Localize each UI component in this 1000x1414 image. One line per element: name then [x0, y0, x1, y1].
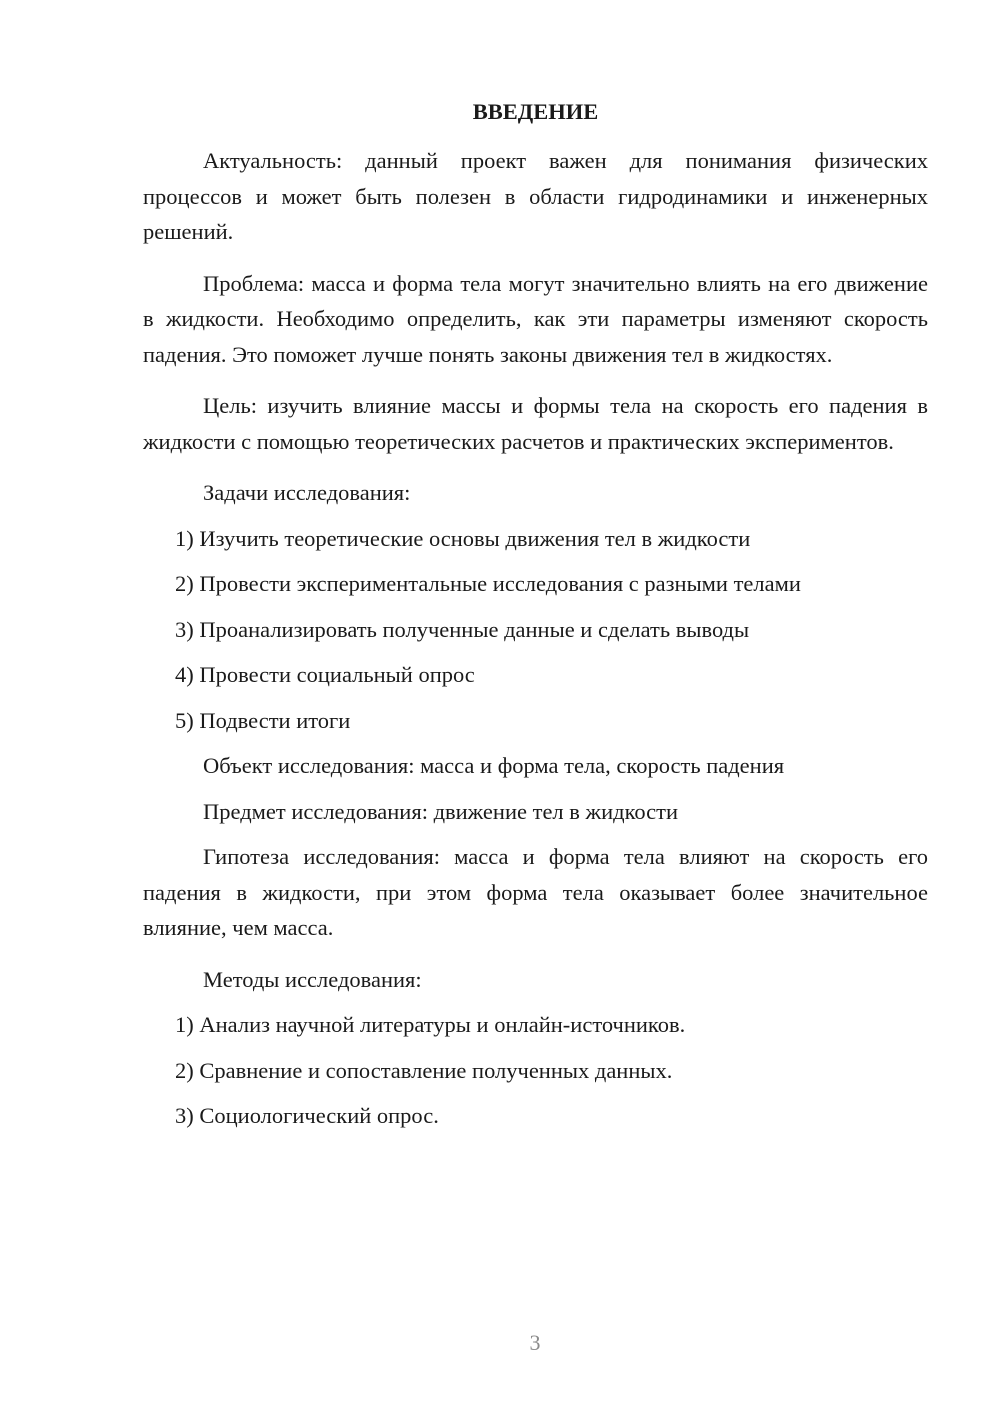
list-item: 3) Социологический опрос. — [175, 1103, 439, 1128]
list-item: 5) Подвести итоги — [175, 707, 351, 733]
document-body — [143, 94, 928, 1144]
tasks-heading: Задачи исследования: — [203, 480, 411, 505]
goal-paragraph: Цель: изучить влияние массы и формы тела на скорость его падения в жидкости с помощью теоретических расчетов и практических экспериментов. — [143, 393, 928, 454]
list-item: 4) Провести социальный опрос — [175, 662, 475, 687]
list-item: 2) Провести экспериментальные исследования с разными телами — [175, 571, 801, 596]
methods-heading: Методы исследования: — [203, 966, 422, 992]
hypothesis-paragraph: Гипотеза исследования: масса и форма тела влияют на скорость его падения в жидкости, при этом форма тела оказывает более значительное влияние, чем масса. — [143, 844, 928, 940]
list-item: 1) Анализ научной литературы и онлайн-источников. — [175, 1012, 686, 1037]
list-item: 2) Сравнение и сопоставление полученных данных. — [175, 1057, 673, 1083]
tasks-list — [143, 521, 928, 739]
page-number: 3 — [529, 1330, 541, 1355]
object-paragraph: Объект исследования: масса и форма тела, скорость падения — [203, 753, 785, 778]
relevance-paragraph: Актуальность: данный проект важен для понимания физических процессов и может быть полезен в области гидродинамики и инженерных решений. — [143, 148, 928, 244]
page-title: ВВЕДЕНИЕ — [472, 99, 599, 124]
problem-paragraph: Проблема: масса и форма тела могут значительно влиять на его движение в жидкости. Необходимо определить, как эти параметры изменяют скорость падения. Это поможет лучше понять законы движения тел в жидкостях. — [143, 270, 928, 367]
list-item: 1) Изучить теоретические основы движения тел в жидкости — [175, 525, 751, 551]
list-item: 3) Проанализировать полученные данные и сделать выводы — [175, 616, 750, 642]
subject-paragraph: Предмет исследования: движение тел в жидкости — [203, 798, 679, 824]
methods-list — [143, 1007, 928, 1134]
